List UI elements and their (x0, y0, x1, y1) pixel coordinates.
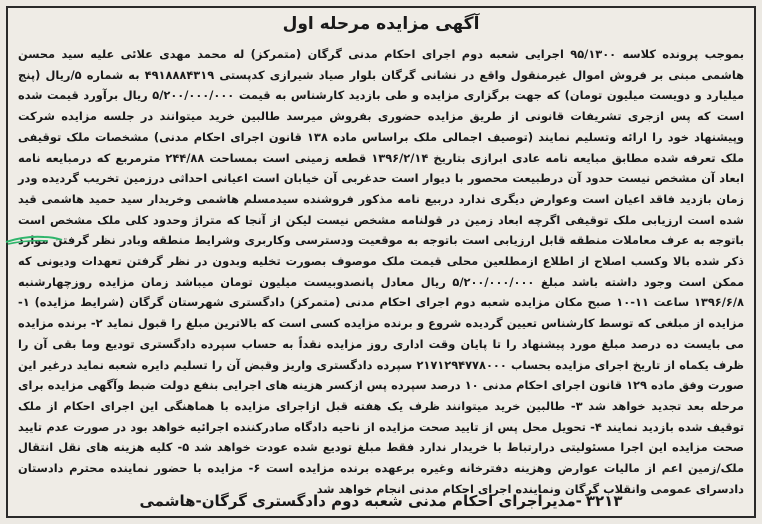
notice-frame (6, 6, 756, 518)
notice-footer (8, 492, 754, 510)
green-pen-mark-icon (4, 228, 64, 248)
notice-dash: - (575, 492, 582, 510)
notice-body: بموجب پرونده کلاسه ۹۵/۱۳۰۰ اجرایی شعبه دوم اجرای احکام مدنی گرگان (متمرکز) له محمد مهدی علائی علیه سید محسن هاشمی مبنی بر فروش اموال غیرمنقول واقع در نشانی گرگان بلوار صیاد شیرازی کدپستی ۴۹۱۸۸۸۴۳۱۹ به شماره ۵/ریال (پنج میلیارد و دویست میلیون تومان) که جهت برگزاری مزایده و طی بازدید کارشناس به قیمت ۵/۲۰۰/۰۰۰/۰۰۰ ریال برآورد قیمت شده است که پس ازجری تشریفات قانونی از طریق مزایده حضوری بفروش میرسد طالبین خرید میتوانند در جلسه مزایده شرکت وپیشنهاد خود را ارائه وتسلیم نمایند (توصیف اجمالی ملک براساس ماده ۱۳۸ قانون اجرای احکام مدنی) مشخصات ملک توقیفی ملک تعرفه شده مطابق مبایعه نامه عادی ابرازی بتاریخ ۱۳۹۶/۲/۱۴ قطعه زمینی است بمساحت ۲۴۴/۸۸ مترمربع که درمبایعه نامه ابعاد آن مشخص نیست حدود آن درطبیعت محصور با دیوار است حدغربی آن خیابان است اعیانی احداثی درزمین تخریب گردیده ودر زمان بازدید فاقد اعیان است وعوارض دیگری ندارد دربیع نامه مذکور فروشنده سیدمسلم هاشمی وخریدار سید حمید هاشمی قید شده است ارزیابی ملک توقیفی اگرچه ابعاد زمین در قولنامه مشخص نیست لیکن از آنجا که متراژ وحدود کلی ملک مشخص است باتوجه به عرف معاملات منطقه قابل ارزیابی است باتوجه به موقعیت ودسترسی وکاربری وشرایط منطقه وبادر نظر گرفتن موارد ذکر شده بالا وکسب اصلاح از اطلاع ازمطلعین محلی قیمت ملک موصوف بصورت تخلیه وبدون در نظر گرفتن تعهدات ودیونی که ممکن است وجود داشته باشد مبلغ ۵/۲۰۰/۰۰۰/۰۰۰ ریال معادل پانصدوبیست میلیون تومان میباشد زمان مزایده روزچهارشنبه ۱۳۹۶/۶/۸ ساعت ۱۱-۱۰ صبح مکان مزایده شعبه دوم اجرای احکام مدنی (متمرکز) دادگستری شهرستان گرگان (شرایط مزایده) ۱- مزایده از مبلغی که توسط کارشناس تعیین گردیده شروع و برنده مزایده کسی است که بالاترین مبلغ را قبول نماید ۲- برنده مزایده می بایست ده درصد مبلغ مورد پیشنهاد را تا پایان وقت اداری روز مزایده نقداً به حساب سپرده دادگستری تودیع وما بقی آن را ظرف یکماه از تاریخ اجرای مزایده بحساب ۲۱۷۱۲۹۴۷۷۸۰۰۰ سپرده دادگستری واریز وقبض آن را تسلیم دایره شعبه نماید درغیر این صورت وفق ماده ۱۲۹ قانون اجرای احکام مدنی ۱۰ درصد سپرده پس ازکسر هزینه های اجرایی بنفع دولت ضبط وآگهی مزایده برای مرحله بعد تجدید خواهد شد ۳- طالبین خرید میتوانند ظرف یک هفته قبل ازاجرای مزایده با هماهنگی این اجرای احکام از ملک توقیف شده بازدید نمایند ۴- تحویل محل پس از تایید صحت مزایده از ناحیه دادگاه صادرکننده اجرائیه خواهد بود در صورت عدم تایید صحت مزایده این اجرا مسئولیتی درارتباط با خریدار ندارد فقط مبلغ تودیع شده عودت خواهد شد ۵- کلیه هزینه های نقل انتقال ملک/زمین اعم از مالیات عوارض وهزینه دفترخانه وغیره برعهده برنده مزایده است ۶- مزایده با حضور نماینده محترم دادستان دادسرای عمومی وانقلاب گرگان ونماینده اجرای احکام مدنی انجام خواهد شد (18, 47, 745, 496)
notice-signature: مدیراجرای احکام مدنی شعبه دوم دادگستری گرگان-هاشمی (139, 492, 576, 510)
notice-title: آگهی مزایده مرحله اول (282, 14, 480, 34)
notice-code: ۳۲۱۳ (585, 492, 623, 510)
